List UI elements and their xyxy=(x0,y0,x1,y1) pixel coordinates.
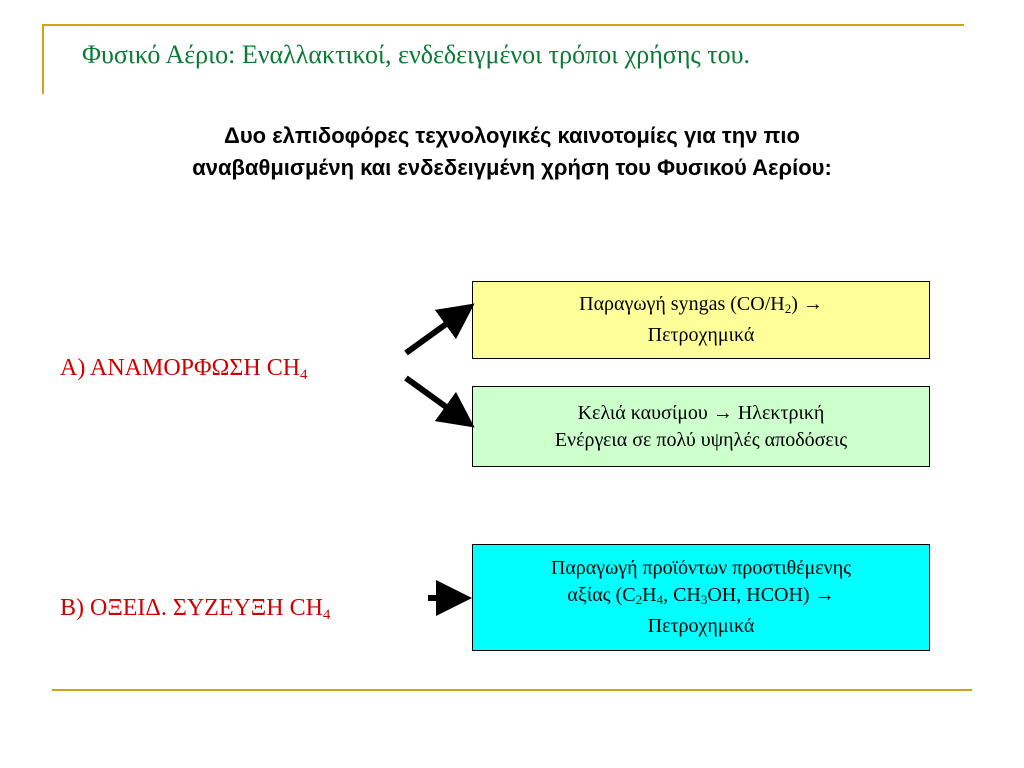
subtitle-line-2: αναβαθμισμένη και ενδεδειγμένη χρήση του Φυσικού Αερίου: xyxy=(192,155,832,180)
box-products-text-d: OH, HCOH) → xyxy=(707,584,835,606)
slide-title: Φυσικό Αέριο: Εναλλακτικοί, ενδεδειγμένοι τρόποι χρήσης του. xyxy=(82,40,751,69)
label-a-text: Α) ΑΝΑΜΟΡΦΩΣΗ CH xyxy=(60,355,301,381)
label-b-subscript: 4 xyxy=(322,607,331,623)
box-products-line-1: Παραγωγή προϊόντων προστιθέμενης xyxy=(550,557,852,579)
arrow-down-to-fuel-cells xyxy=(406,378,460,417)
label-b-text: Β) ΟΞΕΙΔ. ΣΥΖΕΥΞΗ CH xyxy=(60,595,323,621)
box-syngas xyxy=(472,281,930,359)
box-syngas-line-2: Πετροχημικά xyxy=(647,324,755,346)
box-products-sub-1: 2 xyxy=(635,592,643,607)
slide-subtitle xyxy=(60,120,964,184)
subtitle-line-1: Δυο ελπιδοφόρες τεχνολογικές καινοτομίες για την πιο xyxy=(224,123,800,148)
arrow-up-to-syngas xyxy=(406,314,460,353)
box-syngas-text-a: Παραγωγή syngas (CO/H xyxy=(579,293,785,315)
box-fuel-cells-line-1: Κελιά καυσίμου → Ηλεκτρική xyxy=(577,401,825,424)
box-syngas-line-1 xyxy=(579,291,823,322)
left-accent-line xyxy=(42,24,44,94)
box-products-line-3: Πετροχημικά xyxy=(647,615,755,637)
box-products-line-2 xyxy=(567,582,834,613)
bottom-accent-line xyxy=(52,689,972,691)
box-syngas-text-b: ) → xyxy=(791,293,823,315)
box-products-text-a: αξίας (C xyxy=(567,584,636,606)
label-a-subscript: 4 xyxy=(300,367,308,383)
box-fuel-cells xyxy=(472,386,930,467)
label-b-oxidative-coupling xyxy=(60,595,330,624)
box-products-sub-2: 4 xyxy=(656,592,664,607)
top-accent-line xyxy=(42,24,964,26)
box-fuel-cells-line-2: Ενέργεια σε πολύ υψηλές αποδόσεις xyxy=(554,428,848,451)
box-syngas-subscript: 2 xyxy=(784,301,792,316)
box-products-text-b: H xyxy=(642,584,657,606)
label-a-reforming xyxy=(60,355,308,384)
box-products-sub-3: 3 xyxy=(700,592,708,607)
box-value-added-products xyxy=(472,544,930,651)
box-products-text-c: , CH xyxy=(663,584,701,606)
